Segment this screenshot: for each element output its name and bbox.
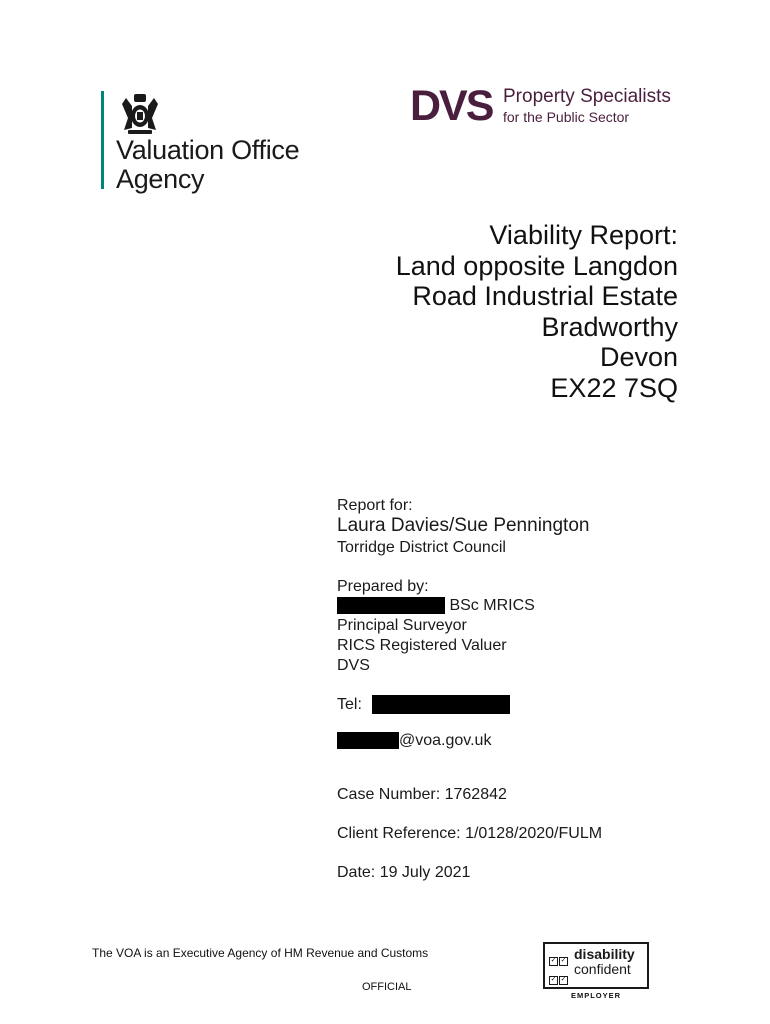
classification-label: OFFICIAL (362, 981, 412, 993)
prepared-by-label: Prepared by: (337, 578, 429, 595)
voa-accent-bar (101, 91, 104, 189)
preparer-qualifications: BSc MRICS (449, 597, 535, 614)
voa-name-line1: Valuation Office (116, 135, 300, 165)
report-date: Date: 19 July 2021 (337, 864, 471, 881)
dvs-tagline-1: Property Specialists (503, 86, 671, 107)
preparer-org: DVS (337, 657, 370, 674)
dvs-logo-mark: DVS (410, 82, 493, 130)
title-line-6: EX22 7SQ (550, 372, 678, 403)
case-number: Case Number: 1762842 (337, 786, 507, 803)
tel-label: Tel: (337, 696, 362, 713)
voa-logo-text (116, 136, 299, 194)
report-for-names: Laura Davies/Sue Pennington (337, 515, 590, 536)
agency-footer-text: The VOA is an Executive Agency of HM Revenue and Customs (92, 946, 429, 960)
badge-word-employer: EMPLOYER (545, 991, 647, 1000)
redacted-email-user (337, 732, 399, 749)
preparer-registration: RICS Registered Valuer (337, 637, 507, 654)
preparer-role: Principal Surveyor (337, 617, 467, 634)
disability-confident-badge (543, 942, 649, 1000)
badge-word-disability: disability (574, 946, 635, 962)
client-reference: Client Reference: 1/0128/2020/FULM (337, 825, 603, 842)
email-domain: @voa.gov.uk (399, 732, 492, 749)
title-line-4: Bradworthy (541, 311, 678, 342)
voa-name-line2: Agency (116, 164, 205, 194)
royal-crest-icon (112, 88, 168, 136)
redacted-phone (372, 695, 510, 714)
report-for-organisation: Torridge District Council (337, 539, 506, 556)
dvs-tagline-2: for the Public Sector (503, 109, 630, 125)
report-title (396, 220, 678, 404)
title-line-3: Road Industrial Estate (412, 281, 678, 312)
title-line-1: Viability Report: (489, 220, 678, 250)
title-line-5: Devon (599, 342, 678, 373)
tel-line (337, 695, 510, 715)
disability-confident-icon: ✓ ✓✓ ✓ (550, 957, 567, 983)
badge-word-confident: confident (574, 961, 631, 977)
email-line (337, 731, 491, 751)
title-line-2: Land opposite Langdon (395, 250, 678, 281)
report-for-label: Report for: (337, 497, 413, 514)
preparer-line (337, 596, 535, 616)
redacted-name (337, 597, 445, 614)
